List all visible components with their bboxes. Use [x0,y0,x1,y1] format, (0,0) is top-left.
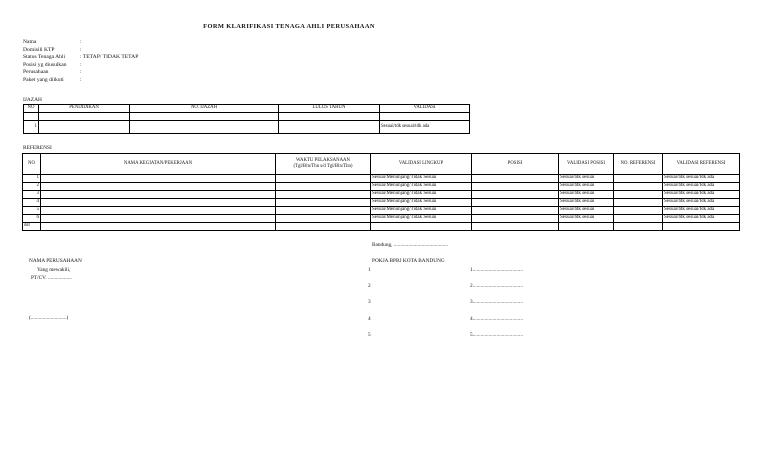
pokja-label: POKJA BPBJ KOTA BANDUNG [372,258,445,264]
info-value: : [80,39,82,45]
referensi-table [22,153,740,231]
representative-label: Yang mewakili, [37,267,71,273]
info-label: Paket yang diikuti [23,76,64,83]
ijazah-header-row [24,105,470,113]
info-row-perusahaan [23,69,138,77]
col-header-pendidikan: PENDIDIKAN [39,105,130,113]
info-label: Posisi yg diusulkan [23,61,67,68]
cell [130,121,279,134]
member-number: 1 [368,267,371,273]
cell [41,191,276,199]
row-number: 1 [24,121,39,134]
cell [276,183,371,191]
row-number: 3 [23,191,41,199]
company-name-label: NAMA PERUSAHAAN [29,258,82,264]
info-value: : [80,69,82,76]
cell [41,175,276,183]
row-dst-label: dst [23,223,41,231]
col-header-kegiatan: NAMA KEGIATAN/PEKERJAAN [41,154,276,175]
member-number: 5 [368,332,371,338]
col-header-no-ijazah: NO. IJAZAH [130,105,279,113]
row-number: 4 [23,199,41,207]
col-header-no: NO [23,154,41,175]
company-type-line: PT/CV. .................. [31,275,72,281]
info-row-domisili [23,47,138,55]
cell [380,113,470,121]
table-row [23,207,740,215]
cell [614,191,663,199]
place-date-line: Bandung, ......................................... [372,242,449,248]
member-signature-line: 2...................................... [470,283,523,289]
ijazah-row [24,121,470,134]
cell [614,207,663,215]
signatory-name-blank: (...........................) [29,315,69,321]
table-row [23,215,740,223]
lingkup-cell: Sesuai/Menunjang/Tidak Sesuai [371,175,472,183]
cell [276,199,371,207]
info-row-posisi [23,62,138,70]
info-label: Perusahaan [23,69,49,76]
lingkup-cell: Sesuai/Menunjang/Tidak Sesuai [371,207,472,215]
waktu-label: WAKTU PELAKSANAAN [296,157,350,163]
lingkup-cell: Sesuai/Menunjang/Tidak Sesuai [371,191,472,199]
referensi-section-label: REFERENSI [23,145,52,151]
cell [472,215,559,223]
info-row-status [23,54,138,62]
cell [130,113,279,121]
ref-validation-cell: Sesuai/tdk sesuai/tdk ada [663,183,740,191]
ijazah-section-label: IJAZAH [23,97,42,103]
ref-validation-cell: Sesuai/tdk sesuai/tdk ada [663,207,740,215]
cell [24,113,39,121]
cell [614,199,663,207]
info-value: : [80,46,82,53]
posisi-validation-cell: Sesuai/tdk sesuai [559,199,614,207]
table-row [23,191,740,199]
col-header-lulus-tahun: LULUS TAHUN [279,105,380,113]
info-value: : [80,61,82,68]
cell [663,223,740,231]
cell [41,199,276,207]
col-header-validasi-referensi: VALIDASI REFERENSI [663,154,740,175]
posisi-validation-cell: Sesuai/tdk sesuai [559,183,614,191]
ijazah-table [23,104,470,134]
col-header-no-referensi: NO. REFERENSI [614,154,663,175]
cell [472,207,559,215]
lingkup-cell: Sesuai/Menunjang/Tidak Sesuai [371,183,472,191]
ref-validation-cell: Sesuai/tdk sesuai/tdk ada [663,199,740,207]
row-number: 1 [23,175,41,183]
referensi-header-row [23,154,740,175]
ref-validation-cell: Sesuai/tdk sesuai/tdk ada [663,215,740,223]
cell [614,223,663,231]
info-label: Nama [23,39,37,45]
col-header-no: NO [24,105,39,113]
table-row [23,199,740,207]
cell [614,215,663,223]
cell [472,223,559,231]
cell [472,199,559,207]
cell [276,223,371,231]
cell [41,223,276,231]
ref-validation-cell: Sesuai/tdk sesuai/tdk ada [663,175,740,183]
cell [41,207,276,215]
cell [559,223,614,231]
cell [472,191,559,199]
waktu-sublabel: (Tgl/Bln/Thn s/d Tgl/Bln/Thn) [293,164,353,169]
table-row-dst [23,223,740,231]
cell [279,113,380,121]
form-title: FORM KLARIFIKASI TENAGA AHLI PERUSAHAAN [203,23,375,30]
table-row [23,183,740,191]
personal-info-block [23,39,138,85]
posisi-validation-cell: Sesuai/tdk sesuai [559,207,614,215]
col-header-validasi-lingkup: VALIDASI LINGKUP [371,154,472,175]
cell [41,215,276,223]
cell [41,183,276,191]
row-number: 6 [23,215,41,223]
table-row [23,175,740,183]
posisi-validation-cell: Sesuai/tdk sesuai [559,191,614,199]
cell [472,175,559,183]
info-label: Status Tenaga Ahli [23,54,66,61]
member-number: 2 [368,283,371,289]
col-header-validasi: VALIDASI [380,105,470,113]
lingkup-cell: Sesuai/Menunjang/Tidak Sesuai [371,215,472,223]
info-value: : [80,76,82,83]
cell [279,121,380,134]
col-header-posisi: POSISI [472,154,559,175]
ijazah-blank-row [24,113,470,121]
member-signature-line: 4...................................... [470,316,523,322]
col-header-waktu [276,154,371,175]
member-number: 3 [368,299,371,305]
cell [276,215,371,223]
member-signature-line: 3...................................... [470,299,523,305]
cell [276,207,371,215]
info-label: Domisili KTP [23,46,55,53]
cell [614,175,663,183]
row-number: 2 [23,183,41,191]
posisi-validation-cell: Sesuai/tdk sesuai [559,175,614,183]
ref-validation-cell: Sesuai/tdk sesuai/tdk ada [663,191,740,199]
lingkup-cell: Sesuai/Menunjang/Tidak Sesuai [371,199,472,207]
row-number: 5 [23,207,41,215]
cell [614,183,663,191]
cell [39,121,130,134]
member-number: 4 [368,316,371,322]
info-row-nama [23,39,138,47]
cell [276,191,371,199]
col-header-validasi-posisi: VALIDASI POSISI [559,154,614,175]
cell [371,223,472,231]
info-value: : TETAP/ TIDAK TETAP [80,54,139,61]
cell [39,113,130,121]
member-signature-line: 1...................................... [470,267,523,273]
cell [276,175,371,183]
member-signature-line: 5...................................... [470,332,523,338]
info-row-paket [23,77,138,85]
posisi-validation-cell: Sesuai/tdk sesuai [559,215,614,223]
validasi-cell: Sesuai/tdk sesuai/tdk ada [380,121,470,134]
cell [472,183,559,191]
